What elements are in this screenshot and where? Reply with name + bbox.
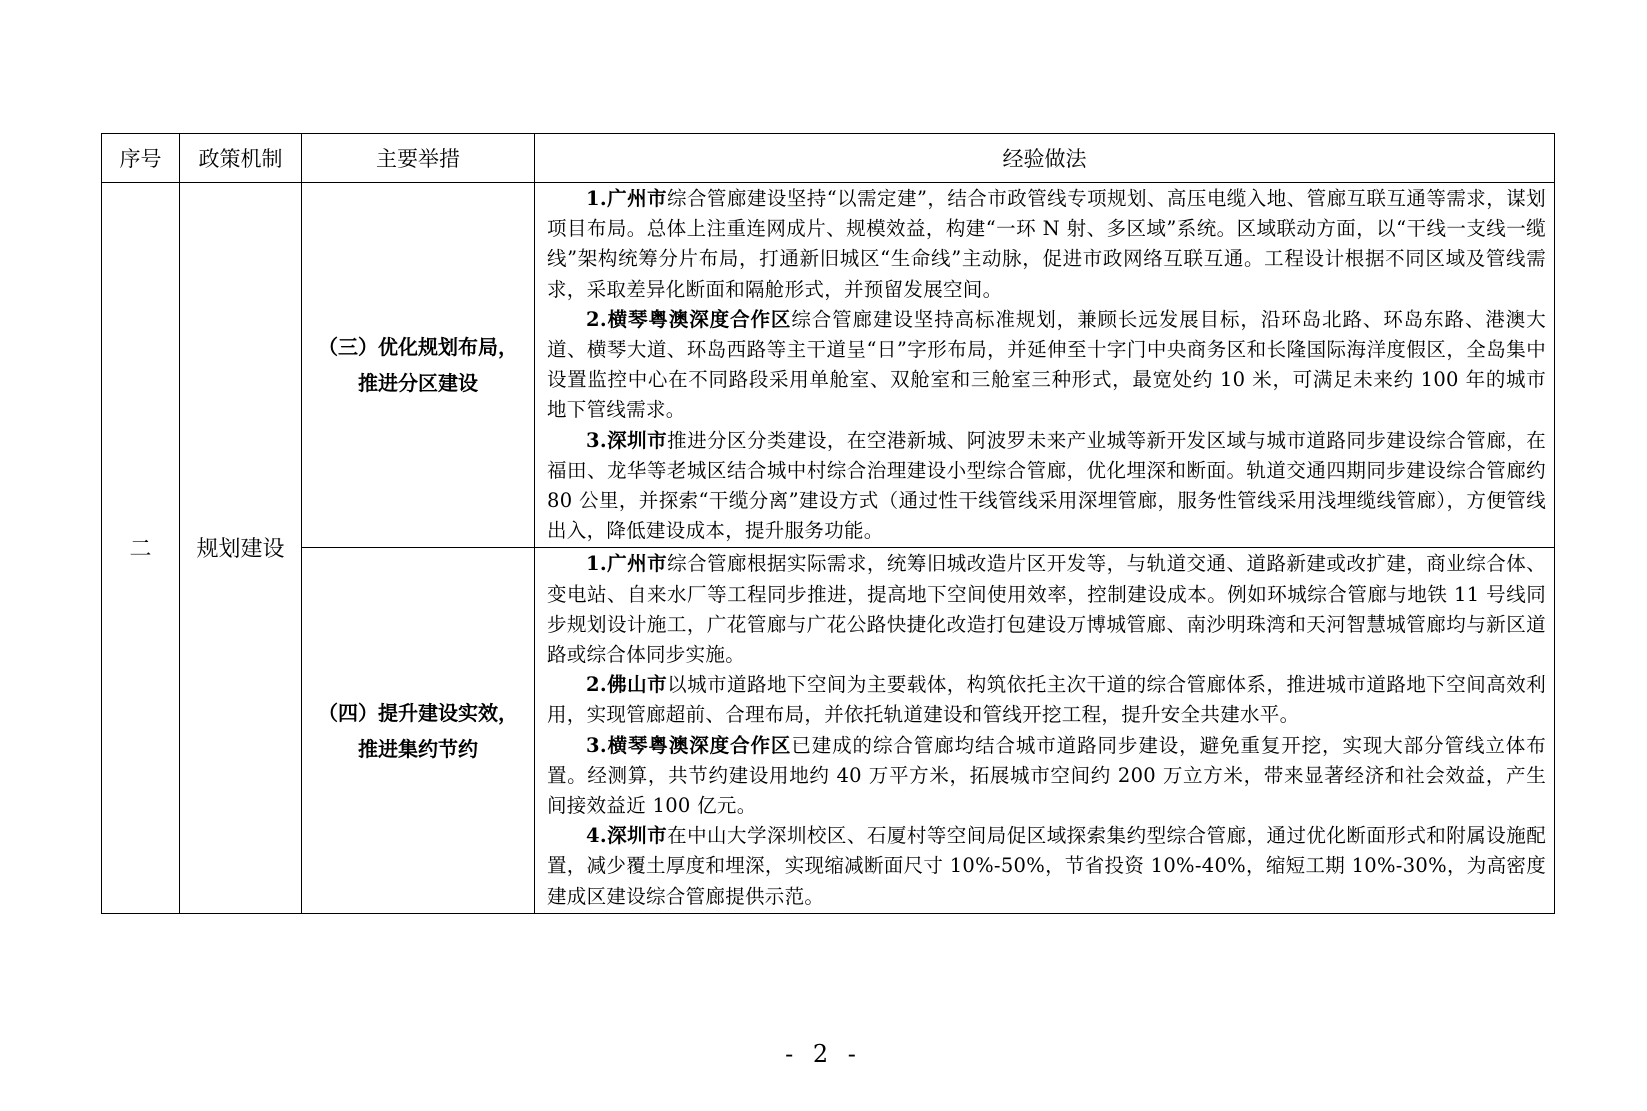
item-city: 广州市 [606, 187, 668, 210]
practice-item [547, 670, 1546, 730]
practice-item [547, 821, 1546, 912]
item-number: 3. [586, 733, 607, 757]
header-seq: 序号 [102, 134, 180, 183]
item-text: 综合管廊建设坚持“以需定建”，结合市政管线专项规划、高压电缆入地、管廊互联互通等需求，谋划项目布局。总体上注重连网成片、规模效益，构建“一环 N 射、多区域”系统。区域联动方面，以“干线一支线一缆线”架构统筹分片布局，打通新旧城区“生命线”主动脉，促进市政网络互联互通。工程设计根据不同区域及管线需求，采取差异化断面和隔舱形式，并预留发展空间。 [547, 187, 1546, 301]
item-city: 广州市 [606, 552, 668, 576]
measure-cell [302, 548, 535, 913]
item-number: 1. [586, 187, 607, 210]
practice-cell [535, 548, 1555, 913]
measure-line: （四）提升建设实效， [318, 700, 518, 725]
header-practices: 经验做法 [535, 134, 1555, 183]
item-number: 2. [586, 673, 607, 697]
item-text: 已建成的综合管廊均结合城市道路同步建设，避免重复开挖，实现大部分管线立体布置。经测算，共节约建设用地约 40 万平方米，拓展城市空间约 200 万立方米，带来显著经济和社会效益，产生间接效益近 100 亿元。 [547, 733, 1546, 818]
item-city: 深圳市 [606, 428, 668, 452]
practice-cell [535, 183, 1555, 548]
practice-item [547, 305, 1546, 426]
item-number: 3. [586, 428, 607, 452]
page-number: - 2 - [785, 1040, 862, 1068]
item-city: 横琴粤澳深度合作区 [606, 307, 792, 331]
item-city: 深圳市 [606, 824, 668, 848]
item-city: 佛山市 [606, 673, 668, 697]
section-mechanism: 规划建设 [180, 183, 302, 914]
measure-cell [302, 183, 535, 548]
header-mechanism: 政策机制 [180, 134, 302, 183]
practice-item [547, 426, 1546, 547]
item-number: 1. [586, 552, 607, 576]
policy-table [101, 133, 1555, 914]
item-text: 推进分区分类建设，在空港新城、阿波罗未来产业城等新开发区域与城市道路同步建设综合管廊，在福田、龙华等老城区结合城中村综合治理建设小型综合管廊，优化埋深和断面。轨道交通四期同步建设综合管廊约 80 公里，并探索“干缆分离”建设方式（通过性干线管线采用深埋管廊，服务性管线采用浅埋缆线管廊），方便管线出入，降低建设成本，提升服务功能。 [547, 428, 1546, 543]
section-seq: 二 [102, 183, 180, 914]
item-city: 横琴粤澳深度合作区 [606, 733, 792, 757]
measure-line: （三）优化规划布局， [318, 335, 518, 360]
item-text: 在中山大学深圳校区、石厦村等空间局促区域探索集约型综合管廊，通过优化断面形式和附属设施配置，减少覆土厚度和埋深，实现缩减断面尺寸 10%-50%，节省投资 10%-40%，缩短工期 10%-30%，为高密度建成区建设综合管廊提供示范。 [547, 824, 1546, 908]
item-text: 综合管廊建设坚持高标准规划，兼顾长远发展目标，沿环岛北路、环岛东路、港澳大道、横琴大道、环岛西路等主干道呈“日”字形布局，并延伸至十字门中央商务区和长隆国际海洋度假区，全岛集中设置监控中心在不同路段采用单舱室、双舱室和三舱室三种形式，最宽处约 10 米，可满足未来约 100 年的城市地下管线需求。 [547, 307, 1546, 422]
header-measures: 主要举措 [302, 134, 535, 183]
measure-line: 推进分区建设 [358, 371, 478, 396]
table-row [102, 548, 1555, 913]
table-header-row [102, 134, 1555, 183]
measure-line: 推进集约节约 [358, 736, 478, 761]
item-number: 2. [586, 307, 607, 331]
item-text: 综合管廊根据实际需求，统筹旧城改造片区开发等，与轨道交通、道路新建或改扩建，商业综合体、变电站、自来水厂等工程同步推进，提高地下空间使用效率，控制建设成本。例如环城综合管廊与地铁 11 号线同步规划设计施工，广花管廊与广花公路快捷化改造打包建设万博城管廊、南沙明珠湾和天河智慧城管廊均与新区道路或综合体同步实施。 [547, 552, 1546, 667]
table-row [102, 183, 1555, 548]
item-text: 以城市道路地下空间为主要载体，构筑依托主次干道的综合管廊体系，推进城市道路地下空间高效利用，实现管廊超前、合理布局，并依托轨道建设和管线开挖工程，提升安全共建水平。 [547, 673, 1546, 727]
practice-item [547, 184, 1546, 305]
practice-item [547, 549, 1546, 670]
item-number: 4. [586, 824, 607, 848]
practice-item [547, 731, 1546, 822]
